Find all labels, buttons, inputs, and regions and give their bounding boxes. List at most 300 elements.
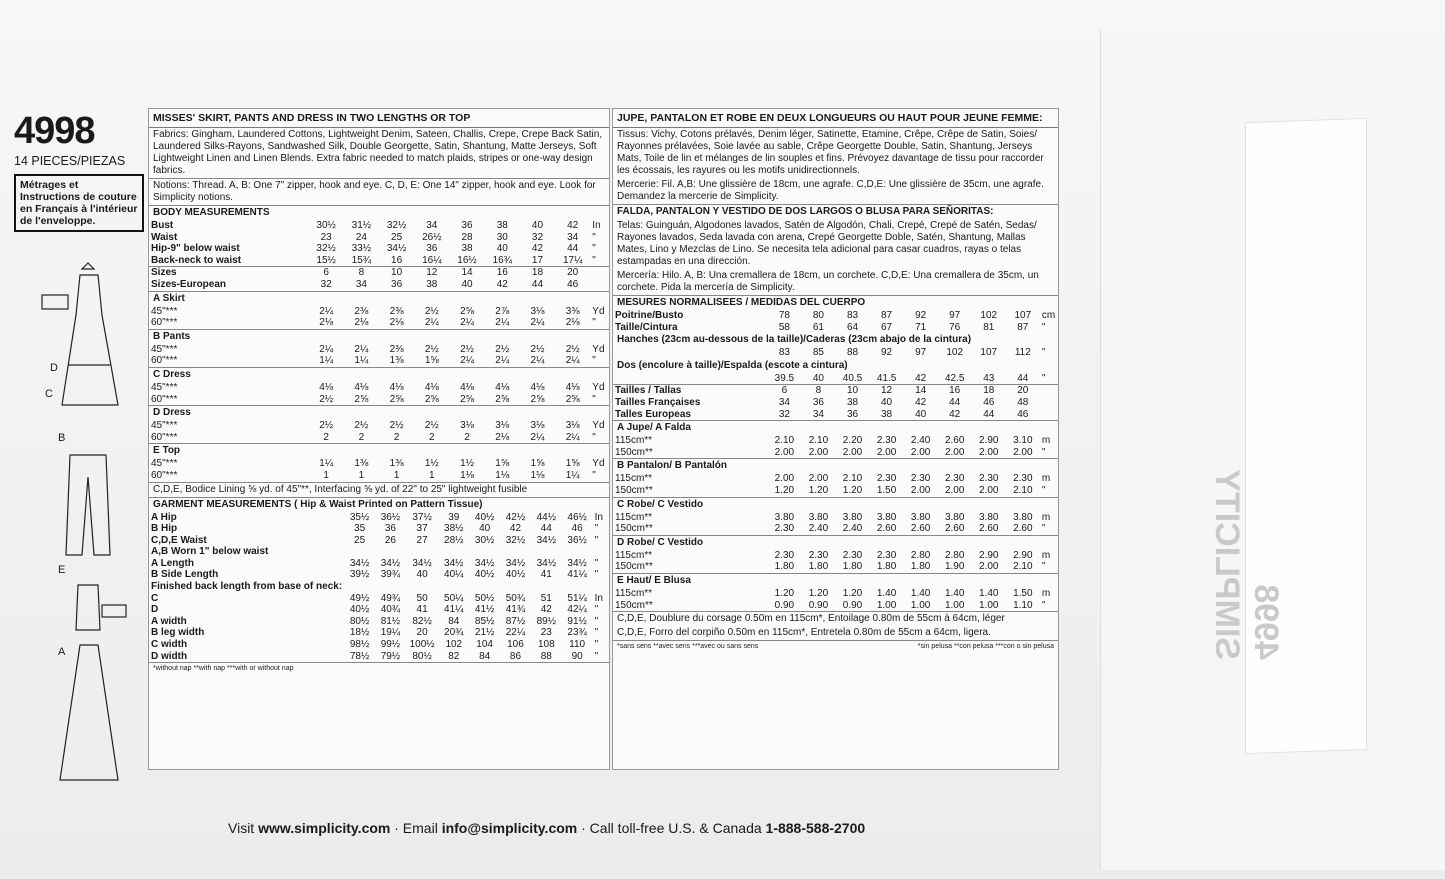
cell-value: 50¼ [444,592,464,604]
cell-value: 35 [354,523,366,535]
cell-value: 1.40 [910,587,931,599]
cell-value: 36 [426,243,438,255]
cell-value: 20¾ [444,627,464,639]
unit: " [594,569,599,581]
cell-value: 6 [781,385,788,397]
cell-value: 2¼ [424,317,439,329]
cell-value: 2⅝ [530,393,545,405]
cell-value: 2⅝ [495,393,510,405]
cell-value: 3⅛ [565,420,580,432]
row-label: 115cm** [615,549,653,561]
cell-value: 3.80 [808,511,829,523]
cell-value: 2.10 [1013,561,1033,573]
cell-value: 1.80 [910,561,931,573]
sketch-label-b: B [58,432,66,444]
cell-value: 18½ [349,627,370,639]
cell-value: 2.10 [808,435,829,447]
cell-value: 6 [323,267,329,279]
lining-text: C,D,E, Bodice Lining ⅝ yd. of 45"**, Interfacing ⅝ yd. of 22" to 25" lightweight fusible [149,482,609,498]
cell-value: 2.60 [979,523,999,535]
cell-value: 87 [1017,321,1029,333]
row-label: 45"*** [151,381,178,393]
unit: " [594,615,599,627]
cell-value: 2¼ [495,355,510,367]
table-row [149,627,609,639]
cell-value: 15¾ [351,254,372,266]
cell-value: 1.50 [1013,587,1033,599]
cell-value: 85 [812,347,824,359]
cell-value [375,581,406,593]
sketch-label-e: E [58,564,66,576]
cell-value: 1.20 [842,484,863,496]
cell-value: 84 [448,615,460,627]
cell-value: 58 [778,321,790,333]
cell-value: 99½ [380,639,401,651]
metric-yardage-views [613,420,1058,611]
row-label: Poitrine/Busto [615,310,684,321]
garment-measurements-table [149,512,609,663]
view-title: A Skirt [153,292,185,304]
cell-value: 1¼ [319,458,334,470]
cell-value: 36½ [567,534,587,546]
cell-value: 2.40 [808,523,829,535]
table-row [149,420,609,432]
cell-value: 23¾ [567,627,587,639]
cell-value: 1.80 [842,561,863,573]
cell-value: 97 [949,310,961,321]
pants-sketch [66,455,110,555]
unit [1040,397,1058,409]
unit: m [1041,587,1051,599]
row-label: D width [151,650,188,662]
cell-value [500,546,531,558]
cell-value: 3.80 [1013,511,1033,523]
row-label: 150cm** [615,484,653,496]
cell-value: 18 [983,385,995,397]
cell-value: 2 [358,431,365,443]
cell-value: 3.80 [979,511,999,523]
cell-value: 2.80 [910,549,931,561]
cell-value: 82½ [412,615,432,627]
cell-value: 1 [429,469,435,481]
cell-value: 42 [949,408,961,420]
cell-value: 2.20 [842,435,863,447]
sketch-label-a: A [58,646,66,658]
cell-value: 42 [531,243,544,255]
unit: " [592,431,596,443]
cell-value: 44 [531,278,544,290]
cell-value: 2.30 [910,473,931,485]
cell-value: 49¾ [380,592,401,604]
cell-value: 78 [778,310,790,321]
spanish-footnote: *sin pelusa **con pelusa ***con o sin pelusa [917,643,1054,651]
table-row: 39.5 40 40.5 41.5 42 42.5 43 44 " [613,373,1058,385]
french-tissus-text: Tissus: Vichy, Cotons prélavés, Denim léger, Satinette, Etamine, Crêpe, Crêpe de Satin, Soies/ Rayonnes prélavées, Soie lavée au sable, Crêpe Georgette Double, Satin, Shantung, Jerseys Mats, Toile de lin et mélanges de lin souples et fins. Prévoyez davantage de tissu pour raccorder les écossais, les rayures ou les motifs unidirectionnels. [617,129,1044,176]
cell-value: 16 [391,254,403,266]
cell-value: 2 [323,431,329,443]
cell-value: 2½ [319,393,334,405]
cell-value: 41 [416,604,428,616]
cell-value [562,546,593,558]
unit: " [594,557,599,569]
cell-value: 42 [496,278,508,290]
cell-value: 14 [915,385,927,397]
table-row [613,550,1058,562]
cell-value: 4⅛ [319,381,334,393]
cell-value: 80½ [349,615,370,627]
row-label: 45"*** [151,305,178,317]
cell-value: 1.80 [876,561,897,573]
cell-value: 38 [461,243,473,255]
cell-value: 44 [567,243,579,255]
table-row [613,600,1058,612]
unit: m [1041,473,1051,485]
cell-value: 1¼ [354,355,369,367]
row-label: Hip-9" below waist [151,243,240,255]
cell-value: 42 [509,523,522,535]
view-title: D Robe/ C Vestido [617,536,704,548]
cell-value: 38 [496,220,508,231]
cell-value: 40½ [474,511,495,523]
cell-value: 38½ [444,523,464,535]
cell-value [469,581,500,593]
cell-value: 1.40 [876,587,897,599]
dos-table [613,373,1058,385]
unit: " [592,317,596,329]
cell-value: 2 [429,431,435,443]
cell-value: 107 [1014,310,1032,321]
cell-value: 40¾ [380,604,401,616]
cell-value: 42½ [505,511,526,523]
cell-value: 1 [393,469,400,481]
cell-value: 2.00 [774,446,795,458]
row-label: Bust [151,220,174,231]
cell-value: 84 [479,650,491,662]
cell-value: 40 [496,243,508,255]
table-row [149,604,609,616]
cell-value: 1.80 [774,561,795,573]
cell-value: 2⅝ [389,393,404,405]
table-row [149,317,609,329]
cell-value: 87½ [505,615,526,627]
cell-value: 82 [448,650,460,662]
cell-value: 1⅛ [495,469,510,481]
cell-value: 2.00 [910,446,931,458]
cell-value: 25 [391,231,403,243]
cell-value: 18 [531,267,544,279]
row-label: 60"*** [151,469,178,481]
cell-value: 40½ [474,569,495,581]
cell-value: 1.20 [774,587,795,599]
cell-value: 2¼ [319,305,334,317]
cell-value: 2.60 [910,523,931,535]
unit: " [1041,599,1046,611]
cell-value: 98½ [349,639,370,651]
cell-value: 39 [448,511,460,523]
cell-value: 2.90 [1013,549,1033,561]
garment-measurements-header: GARMENT MEASUREMENTS ( Hip & Waist Printed on Pattern Tissue) [153,498,483,510]
cell-value: 2.00 [979,484,999,496]
metric-sizes-table [613,384,1058,420]
cell-value: 32 [531,231,544,243]
cell-value: 23 [320,231,332,243]
table-row [149,535,609,547]
cell-value [344,546,375,558]
cell-value: 1.40 [979,587,999,599]
row-label: 115cm** [615,511,653,523]
spanish-lining-text: C,D,E, Forro del corpiño 0.50m en 115cm*, Entretela 0.80m de 55cm a 64cm, ligera. [613,626,1058,641]
cell-value: 30½ [316,220,336,231]
cell-value: 2.60 [1013,523,1033,535]
cell-value: 40½ [349,604,370,616]
skirt-sketch [60,645,118,780]
cell-value: 86 [509,650,522,662]
cell-value: 34 [778,396,790,408]
table-row [149,394,609,406]
flap-mirror-text: 4998 SIMPLICITY [1208,469,1285,660]
cell-value: 3⅛ [495,420,510,432]
cell-value: 2⅛ [389,317,404,329]
cell-value: 44 [1017,372,1029,384]
cell-value: 2.00 [808,473,829,485]
cell-value: 64 [846,321,859,333]
cell-value [531,546,562,558]
cell-value: 3.80 [876,511,897,523]
cell-value: 46½ [567,511,587,523]
row-label: 150cm** [615,599,653,611]
cell-value: 2.30 [876,473,897,485]
cell-value: 3.80 [944,511,965,523]
email-link[interactable]: info@simplicity.com [441,820,578,836]
cell-value [531,581,562,593]
dress-long-sketch [62,275,118,405]
view-title: C Robe/ C Vestido [617,498,704,510]
cell-value: 2½ [424,420,439,432]
cell-value: 36 [384,523,396,535]
cell-value: 2 [464,431,470,443]
cell-value: 10 [391,267,403,279]
cell-value: 28 [461,231,473,243]
cell-value: 0.90 [808,599,829,611]
cell-value: 2¼ [495,317,510,329]
table-row [149,470,609,482]
row-label: C,D,E Waist [151,534,207,546]
cell-value: 2.30 [774,523,795,535]
cell-value: 43 [983,372,995,384]
row-label: A,B Worn 1" below waist [151,546,269,558]
unit: " [592,254,596,266]
unit: " [594,604,599,616]
cell-value: 91½ [567,615,587,627]
row-label: 150cm** [615,561,653,573]
cell-value: 2½ [495,343,510,355]
unit: In [594,592,603,604]
cell-value: 3⅛ [530,305,545,317]
metric-measurements-header: MESURES NORMALISEES / MEDIDAS DEL CUERPO [617,297,866,308]
french-lining-text: C,D,E, Doublure du corsage 0.50m en 115cm*, Entoilage 0.80m de 55cm à 64cm, léger [613,611,1058,626]
cell-value: 1⅜ [354,458,369,470]
cell-value: 46 [571,523,583,535]
cell-value: 15½ [316,254,336,266]
cell-value: 80½ [412,650,432,662]
table-row [149,458,609,470]
cell-value: 34½ [536,557,557,569]
cell-value: 1 [358,469,365,481]
website-link[interactable]: www.simplicity.com [258,820,391,836]
cell-value: 19¼ [380,627,401,639]
unit: m [1041,511,1051,523]
row-label: A width [151,615,187,627]
cell-value: 34½ [474,557,495,569]
unit [1040,409,1058,421]
cell-value: 2⅝ [460,305,474,317]
cell-value: 1⅜ [389,355,404,367]
cell-value: 3.10 [1013,435,1033,447]
cell-value: 1 [323,469,329,481]
cell-value: 2.30 [774,549,795,561]
unit [1040,385,1058,397]
row-label: 60"*** [151,431,178,443]
cell-value: 24 [355,231,367,243]
cell-value: 2¼ [530,431,545,443]
cell-value: 3.80 [774,511,795,523]
spanish-title: FALDA, PANTALON Y VESTIDO DE DOS LARGOS O BLUSA PARA SEÑORITAS: [617,206,994,217]
row-label: Sizes [151,267,177,279]
cell-value: 2.00 [774,473,795,485]
cell-value: 36 [812,396,824,408]
cell-value: 42.5 [944,372,965,384]
cell-value: 2⅝ [565,393,580,405]
cell-value: 2.00 [979,561,999,573]
unit: " [1041,484,1046,496]
cell-value: 2½ [424,343,439,355]
cell-value: 34 [567,231,579,243]
cell-value: 34 [426,220,438,231]
row-label: C width [151,639,188,651]
cell-value: 2.30 [876,549,897,561]
row-label: Back-neck to waist [151,254,242,266]
cell-value: 1.00 [979,599,999,611]
unit: " [592,393,596,405]
cell-value: 2¼ [319,343,334,355]
view-title: D Dress [153,407,191,419]
cell-value: 1½ [460,458,474,470]
cell-value: 44 [540,523,552,535]
footer-contact [228,820,865,836]
unit: " [594,639,599,651]
cell-value: 1.20 [774,484,795,496]
cell-value: 44 [949,396,961,408]
cell-value: 85½ [474,615,495,627]
top-sash-sketch [102,605,126,617]
cell-value: 25 [354,534,366,546]
cell-value: 92 [915,310,927,321]
cell-value: 49½ [349,592,370,604]
cell-value: 3.80 [910,511,931,523]
table-row [149,639,609,651]
cell-value: 2¼ [530,355,545,367]
unit: Yd [592,381,605,393]
row-label: Waist [151,231,178,243]
view-title: E Top [153,445,181,457]
cell-value: 1⅝ [424,355,439,367]
cell-value: 2.30 [808,549,829,561]
table-row [149,432,609,444]
table-row [613,385,1058,397]
unit: In [594,511,603,523]
cell-value: 41.5 [876,372,897,384]
cell-value: 2.30 [842,549,863,561]
body-measurements-table [149,220,609,266]
table-row [149,232,609,244]
cell-value: 2½ [460,343,474,355]
row-label: Taille/Cintura [615,321,678,333]
cell-value: 2.90 [979,435,999,447]
row-label: A Length [151,557,194,569]
cell-value: 51 [540,592,552,604]
row-label: Sizes-European [151,278,227,290]
cell-value: 42 [915,396,927,408]
cell-value: 104 [476,639,493,651]
table-row [613,473,1058,485]
cell-value: 44 [983,408,995,420]
cell-value: 32½ [386,220,407,231]
cell-value: 1.50 [876,484,897,496]
dress-tie-sketch [82,263,94,269]
cell-value: 42¼ [567,604,587,616]
notions-text: Notions: Thread. A, B: One 7" zipper, hook and eye. C, D, E: One 14" zipper, hook and eye. Look for Simplicity notions. [149,179,609,206]
cell-value: 36 [391,278,403,290]
cell-value: 4⅛ [565,381,580,393]
row-label: 60"*** [151,317,178,329]
cell-value [438,581,469,593]
body-measurements-header: BODY MEASUREMENTS [153,207,270,218]
cell-value: 42 [567,220,579,231]
sketch-label-d: D [50,362,58,374]
cell-value: 32 [778,408,790,420]
row-label: 150cm** [615,523,653,535]
french-spanish-panel [612,108,1059,770]
cell-value: 1¼ [565,469,580,481]
table-row [149,651,609,663]
unit: m [1041,549,1051,561]
cell-value: 40 [461,278,473,290]
cell-value: 1.20 [842,587,863,599]
table-row [149,558,609,570]
row-label: B Hip [151,523,178,535]
cell-value: 30 [496,231,508,243]
cell-value: 2½ [565,343,580,355]
row-label: Tailles / Tallas [615,385,682,397]
cell-value: 2.30 [876,435,897,447]
cell-value: 2.00 [808,446,829,458]
view-title: C Dress [153,368,191,380]
cell-value: 4⅛ [389,381,404,393]
cell-value: 1.00 [910,599,931,611]
cell-value: 16 [496,267,508,279]
cell-value: 4⅛ [424,381,439,393]
cell-value: 8 [358,267,365,279]
garment-sketches [18,255,138,815]
cell-value: 2¼ [460,355,474,367]
cell-value: 2.40 [842,523,863,535]
cell-value: 1.00 [944,599,965,611]
table-row [149,243,609,255]
table-row [613,485,1058,497]
cell-value: 3⅜ [565,305,580,317]
unit: m [1041,435,1051,447]
cell-value: 2⅝ [460,393,474,405]
